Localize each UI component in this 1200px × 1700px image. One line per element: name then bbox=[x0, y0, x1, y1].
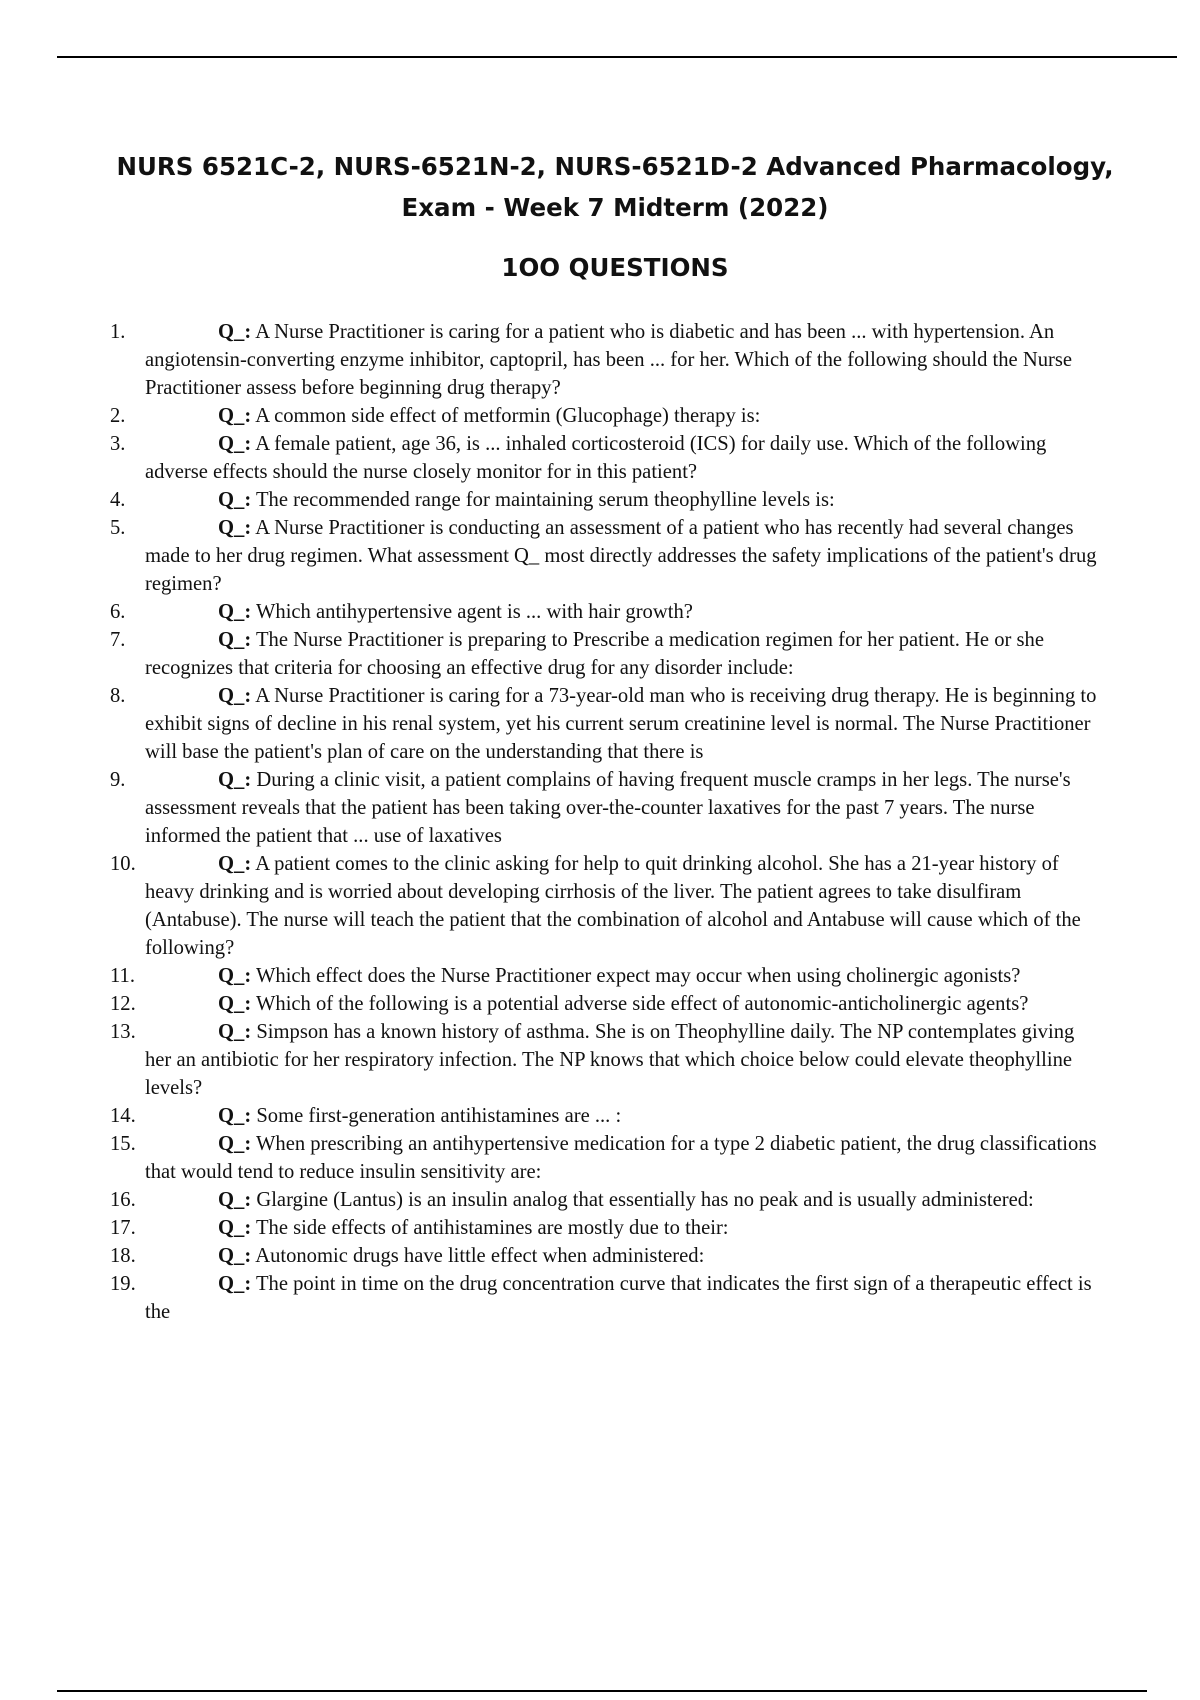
question-prefix: Q_: bbox=[218, 601, 252, 623]
question-number: 9. bbox=[110, 769, 126, 791]
question-item bbox=[110, 402, 1100, 430]
question-text: A Nurse Practitioner is caring for a 73-year-old man who is receiving drug therapy. He is beginning to exhibit signs of decline in his renal system, yet his current serum creatinine level is normal. The Nurse Practitioner will base the patient's plan of care on the understanding that there is bbox=[145, 685, 1097, 763]
question-count-heading: 1OO QUESTIONS bbox=[501, 253, 729, 282]
question-prefix: Q_: bbox=[218, 433, 252, 455]
question-item bbox=[110, 1018, 1100, 1102]
question-prefix: Q_: bbox=[218, 489, 252, 511]
question-item bbox=[110, 1270, 1100, 1326]
question-text: Which of the following is a potential adverse side effect of autonomic-anticholinergic agents? bbox=[251, 993, 1029, 1015]
question-item bbox=[110, 514, 1100, 598]
question-prefix: Q_: bbox=[218, 629, 252, 651]
question-prefix: Q_: bbox=[218, 517, 252, 539]
question-item bbox=[110, 990, 1100, 1018]
question-number: 6. bbox=[110, 601, 126, 623]
question-text: The Nurse Practitioner is preparing to Prescribe a medication regimen for her patient. He or she recognizes that criteria for choosing an effective drug for any disorder include: bbox=[145, 629, 1044, 679]
question-item bbox=[110, 962, 1100, 990]
bottom-rule bbox=[57, 1690, 1147, 1692]
question-item bbox=[110, 1102, 1100, 1130]
question-number: 4. bbox=[110, 489, 126, 511]
question-text: Which antihypertensive agent is ... with hair growth? bbox=[251, 601, 693, 623]
question-item bbox=[110, 318, 1100, 402]
question-text: Glargine (Lantus) is an insulin analog that essentially has no peak and is usually administered: bbox=[251, 1189, 1034, 1211]
question-text: Autonomic drugs have little effect when administered: bbox=[251, 1245, 705, 1267]
question-prefix: Q_: bbox=[218, 769, 252, 791]
question-prefix: Q_: bbox=[218, 1189, 252, 1211]
question-prefix: Q_: bbox=[218, 1273, 252, 1295]
question-text: A patient comes to the clinic asking for help to quit drinking alcohol. She has a 21-year history of heavy drinking and is worried about developing cirrhosis of the liver. The patient agrees to take disulfiram (Antabuse). The nurse will teach the patient that the combination of alcohol and Antabuse will cause which of the following? bbox=[145, 853, 1081, 959]
question-number: 17. bbox=[110, 1217, 136, 1239]
question-number: 8. bbox=[110, 685, 126, 707]
question-text: Some first-generation antihistamines are ... : bbox=[251, 1105, 622, 1127]
question-prefix: Q_: bbox=[218, 405, 252, 427]
question-item bbox=[110, 1130, 1100, 1186]
question-number: 11. bbox=[110, 965, 135, 987]
question-number: 18. bbox=[110, 1245, 136, 1267]
question-item bbox=[110, 1186, 1100, 1214]
question-prefix: Q_: bbox=[218, 321, 252, 343]
question-number: 13. bbox=[110, 1021, 136, 1043]
question-item bbox=[110, 682, 1100, 766]
document-title bbox=[0, 146, 1200, 228]
question-text: Which effect does the Nurse Practitioner expect may occur when using cholinergic agonists? bbox=[251, 965, 1021, 987]
question-prefix: Q_: bbox=[218, 1021, 252, 1043]
question-text: A Nurse Practitioner is conducting an assessment of a patient who has recently had several changes made to her drug regimen. What assessment Q_ most directly addresses the safety implications of the patient's drug regimen? bbox=[145, 517, 1097, 595]
question-text: A common side effect of metformin (Glucophage) therapy is: bbox=[251, 405, 761, 427]
question-number: 19. bbox=[110, 1273, 136, 1295]
question-item bbox=[110, 1214, 1100, 1242]
question-item bbox=[110, 1242, 1100, 1270]
question-prefix: Q_: bbox=[218, 685, 252, 707]
question-prefix: Q_: bbox=[218, 1105, 252, 1127]
question-text: The point in time on the drug concentration curve that indicates the first sign of a therapeutic effect is the bbox=[145, 1273, 1092, 1323]
title-line-2: Exam - Week 7 Midterm (2022) bbox=[401, 193, 829, 222]
question-prefix: Q_: bbox=[218, 1133, 252, 1155]
question-item bbox=[110, 598, 1100, 626]
question-text: A Nurse Practitioner is caring for a patient who is diabetic and has been ... with hypertension. An angiotensin-converting enzyme inhibitor, captopril, has been ... for her. Which of the following should the Nurse Practitioner assess before beginning drug therapy? bbox=[145, 321, 1072, 399]
question-number: 7. bbox=[110, 629, 126, 651]
question-number: 5. bbox=[110, 517, 126, 539]
question-text: The side effects of antihistamines are mostly due to their: bbox=[251, 1217, 729, 1239]
question-number: 2. bbox=[110, 405, 126, 427]
question-text: The recommended range for maintaining serum theophylline levels is: bbox=[251, 489, 835, 511]
question-item bbox=[110, 626, 1100, 682]
question-text: When prescribing an antihypertensive medication for a type 2 diabetic patient, the drug classifications that would tend to reduce insulin sensitivity are: bbox=[145, 1133, 1097, 1183]
question-prefix: Q_: bbox=[218, 965, 252, 987]
question-list bbox=[110, 318, 1100, 1326]
question-text: During a clinic visit, a patient complains of having frequent muscle cramps in her legs. The nurse's assessment reveals that the patient has been taking over-the-counter laxatives for the past 7 years. The nurse informed the patient that ... use of laxatives bbox=[145, 769, 1071, 847]
top-rule bbox=[57, 56, 1177, 58]
question-number: 10. bbox=[110, 853, 136, 875]
question-number: 3. bbox=[110, 433, 126, 455]
question-number: 14. bbox=[110, 1105, 136, 1127]
question-number: 12. bbox=[110, 993, 136, 1015]
question-prefix: Q_: bbox=[218, 1217, 252, 1239]
question-prefix: Q_: bbox=[218, 993, 252, 1015]
question-prefix: Q_: bbox=[218, 853, 252, 875]
question-number: 15. bbox=[110, 1133, 136, 1155]
question-number: 1. bbox=[110, 321, 126, 343]
question-text: Simpson has a known history of asthma. She is on Theophylline daily. The NP contemplates giving her an antibiotic for her respiratory infection. The NP knows that which choice below could elevate theophylline levels? bbox=[145, 1021, 1075, 1099]
question-text: A female patient, age 36, is ... inhaled corticosteroid (ICS) for daily use. Which of the following adverse effects should the nurse closely monitor for in this patient? bbox=[145, 433, 1047, 483]
question-prefix: Q_: bbox=[218, 1245, 252, 1267]
question-item bbox=[110, 850, 1100, 962]
question-item bbox=[110, 486, 1100, 514]
question-item bbox=[110, 766, 1100, 850]
question-number: 16. bbox=[110, 1189, 136, 1211]
title-line-1: NURS 6521C-2, NURS-6521N-2, NURS-6521D-2 Advanced Pharmacology, bbox=[116, 152, 1114, 181]
question-item bbox=[110, 430, 1100, 486]
